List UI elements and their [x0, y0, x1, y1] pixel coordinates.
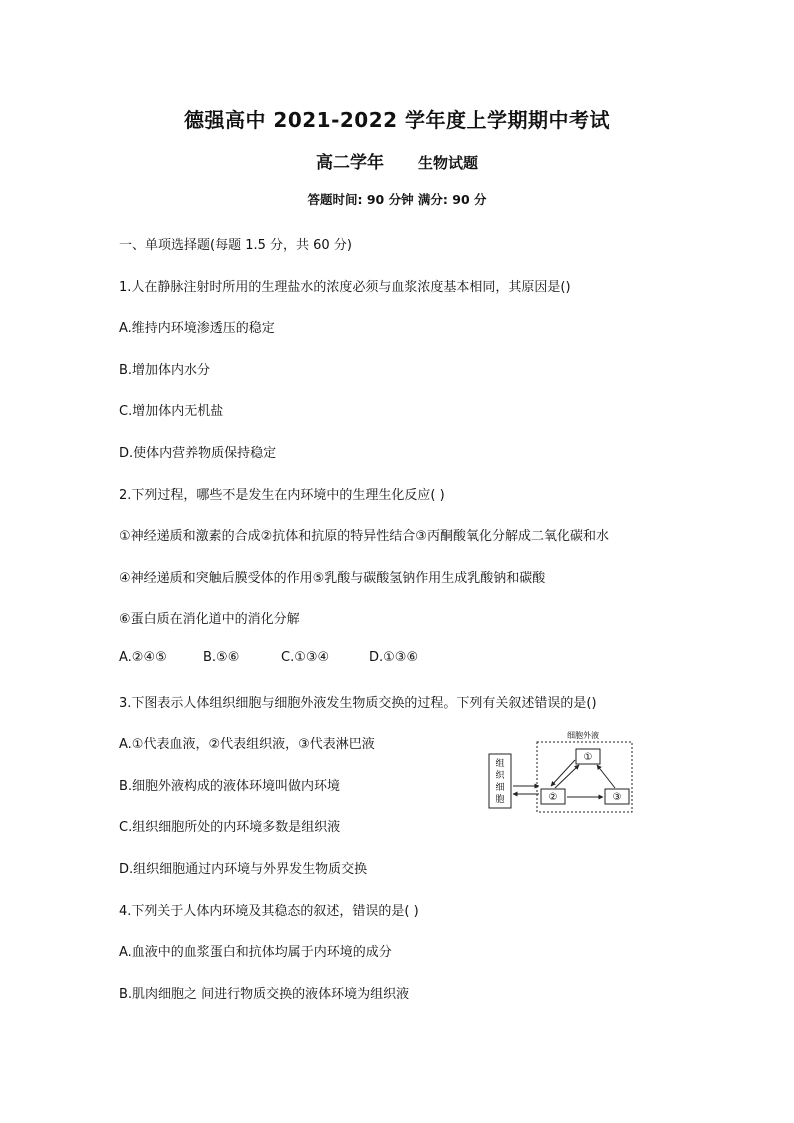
q1-option-b: B.增加体内水分 [119, 363, 211, 378]
q2-option-a: A.②④⑤ [119, 650, 167, 665]
q4-stem: 4.下列关于人体内环境及其稳态的叙述，错误的是( ) [119, 904, 419, 919]
extracellular-fluid-label: 细胞外液 [567, 731, 599, 740]
section-heading: 一、单项选择题(每题 1.5 分，共 60 分) [119, 238, 352, 253]
exchange-diagram [487, 728, 635, 814]
q3-stem: 3.下图表示人体组织细胞与细胞外液发生物质交换的过程。下列有关叙述错误的是() [119, 696, 597, 711]
q2-item-line-2: ④神经递质和突触后膜受体的作用⑤乳酸与碳酸氢钠作用生成乳酸钠和碳酸 [119, 571, 546, 586]
tissue-cell-label-1: 组 [495, 759, 505, 769]
tissue-cell-label-3: 细 [495, 783, 505, 793]
tissue-cell-label-2: 织 [495, 771, 505, 781]
q2-option-c: C.①③④ [281, 650, 330, 665]
tissue-cell-label-4: 胞 [495, 795, 505, 805]
q2-item-line-1: ①神经递质和激素的合成②抗体和抗原的特异性结合③丙酮酸氧化分解成二氧化碳和水 [119, 529, 609, 544]
node-1-label: ① [583, 752, 593, 763]
q3-option-a: A.①代表血液，②代表组织液，③代表淋巴液 [119, 737, 375, 752]
q2-item-line-3: ⑥蛋白质在消化道中的消化分解 [119, 612, 300, 627]
q1-option-d: D.使体内营养物质保持稳定 [119, 446, 277, 461]
node-3-label: ③ [612, 792, 622, 803]
q2-options [119, 650, 418, 665]
q1-option-a: A.维持内环境渗透压的稳定 [119, 321, 275, 336]
exam-title: 德强高中 2021-2022 学年度上学期期中考试 [183, 108, 611, 132]
q2-option-d: D.①③⑥ [369, 650, 419, 665]
q2-option-b: B.⑤⑥ [203, 650, 240, 665]
arrow-3-to-1 [597, 765, 615, 788]
exam-info: 答题时间: 90 分钟 满分: 90 分 [307, 192, 487, 207]
q3-option-b: B.细胞外液构成的液体环境叫做内环境 [119, 779, 341, 794]
subject-label: 生物试题 [417, 154, 478, 172]
q2-stem: 2.下列过程，哪些不是发生在内环境中的生理生化反应( ) [119, 488, 445, 503]
q3-option-c: C.组织细胞所处的内环境多数是组织液 [119, 820, 341, 835]
q1-option-c: C.增加体内无机盐 [119, 404, 224, 419]
q4-option-b: B.肌肉细胞之 间进行物质交换的液体环境为组织液 [119, 987, 410, 1002]
q3-option-d: D.组织细胞通过内环境与外界发生物质交换 [119, 862, 368, 877]
grade-label: 高二学年 [315, 153, 384, 173]
arrow-1-to-2 [551, 760, 575, 786]
q4-option-a: A.血液中的血浆蛋白和抗体均属于内环境的成分 [119, 945, 392, 960]
node-2-label: ② [548, 792, 558, 803]
q1-stem: 1.人在静脉注射时所用的生理盐水的浓度必须与血浆浓度基本相同，其原因是() [119, 280, 571, 295]
exam-subtitle [0, 148, 794, 173]
